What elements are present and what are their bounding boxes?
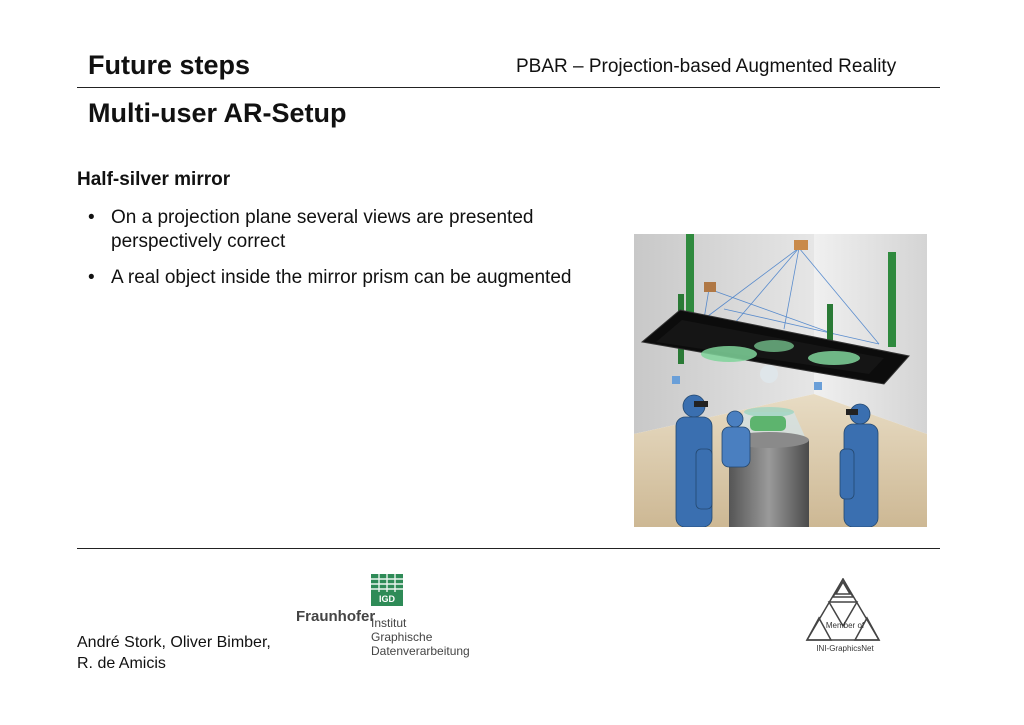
ini-member-label: Member of: [825, 621, 865, 630]
slide-header-title: Future steps: [88, 50, 251, 80]
institute-line: Graphische: [371, 630, 433, 644]
support-post: [827, 304, 833, 344]
bullet-item: [88, 206, 628, 254]
institute-name: [371, 616, 470, 658]
projected-car-view: [701, 346, 757, 362]
igd-mark-label: IGD: [378, 594, 396, 604]
projected-car-view: [754, 340, 794, 352]
projected-car-view: [808, 351, 860, 365]
authors-line: R. de Amicis: [77, 655, 166, 672]
institute-line: Institut: [371, 616, 407, 630]
projector-icon: [794, 240, 808, 250]
institute-line: Datenverarbeitung: [371, 644, 470, 658]
projector-icon: [704, 282, 716, 292]
bullet-dot: •: [88, 267, 95, 288]
support-post: [686, 234, 694, 324]
fraunhofer-wordmark: Fraunhofer: [296, 608, 376, 625]
fraunhofer-igd-logo: [296, 574, 486, 664]
bullet-item: [88, 266, 628, 290]
real-car-object: [750, 416, 786, 431]
slide-header-subtitle: PBAR – Projection-based Augmented Reality: [516, 56, 897, 77]
footer-divider: [77, 548, 940, 549]
bullet-text: A real object inside the mirror prism can be augmented: [111, 267, 572, 288]
support-post: [888, 252, 896, 347]
multi-user-ar-illustration: [634, 234, 927, 527]
ini-graphicsnet-logo: [805, 578, 895, 658]
ini-network-label: INI-GraphicsNet: [816, 644, 874, 653]
section-heading: Half-silver mirror: [77, 169, 231, 190]
prism-top: [760, 365, 778, 383]
header-divider: [77, 87, 940, 88]
footer-authors: [77, 632, 271, 674]
slide-subtitle: Multi-user AR-Setup: [88, 98, 347, 128]
igd-grid-icon: [371, 574, 403, 606]
bullet-text: On a projection plane several views are presented perspectively correct: [111, 207, 534, 252]
authors-line: André Stork, Oliver Bimber,: [77, 634, 271, 651]
bullet-dot: •: [88, 207, 95, 228]
